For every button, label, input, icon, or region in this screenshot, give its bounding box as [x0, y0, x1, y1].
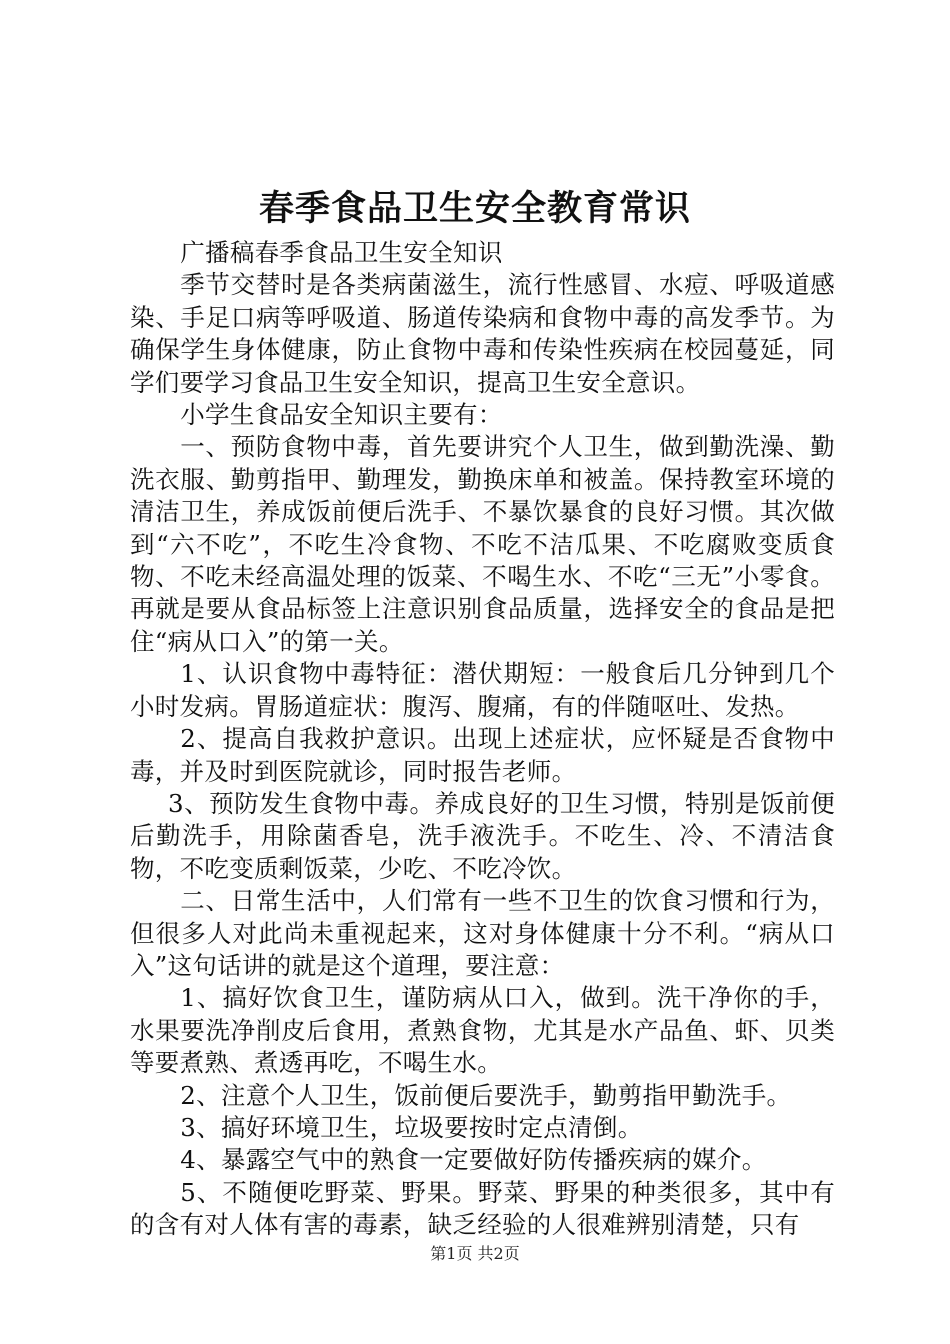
- paragraph-item-2: 2、提高自我救护意识。出现上述症状，应怀疑是否食物中毒，并及时到医院就诊，同时报告老师。: [130, 724, 835, 786]
- document-title: 春季食品卫生安全教育常识: [258, 188, 691, 229]
- paragraph-intro: 季节交替时是各类病菌滋生，流行性感冒、水痘、呼吸道感染、手足口病等呼吸道、肠道传染病和食物中毒的高发季节。为确保学生身体健康，防止食物中毒和传染性疾病在校园蔓延，同学们要学习食品卫生安全知识，提高卫生安全意识。: [130, 270, 835, 397]
- document-body: [130, 237, 835, 1242]
- paragraph-tip-1: 1、搞好饮食卫生，谨防病从口入，做到。洗干净你的手，水果要洗净削皮后食用，煮熟食物，尤其是水产品鱼、虾、贝类等要煮熟、煮透再吃，不喝生水。: [130, 983, 835, 1078]
- paragraph-section-one: 一、预防食物中毒，首先要讲究个人卫生，做到勤洗澡、勤洗衣服、勤剪指甲、勤理发，勤换床单和被盖。保持教室环境的清洁卫生，养成饭前便后洗手、不暴饮暴食的良好习惯。其次做到“六不吃”，不吃生冷食物、不吃不洁瓜果、不吃腐败变质食物、不吃未经高温处理的饭菜、不喝生水、不吃“三无”小零食。再就是要从食品标签上注意识别食品质量，选择安全的食品是把住“病从口入”的第一关。: [130, 432, 835, 656]
- paragraph-tip-3: 3、搞好环境卫生，垃圾要按时定点清倒。: [180, 1112, 643, 1142]
- paragraph-tip-4: 4、暴露空气中的熟食一定要做好防传播疾病的媒介。: [180, 1145, 767, 1175]
- paragraph-item-3: 3、预防发生食物中毒。养成良好的卫生习惯，特别是饭前便后勤洗手，用除菌香皂，洗手液洗手。不吃生、冷、不清洁食物，不吃变质剩饭菜，少吃、不吃冷饮。: [130, 788, 835, 883]
- paragraph-section-two: 二、日常生活中，人们常有一些不卫生的饮食习惯和行为，但很多人对此尚未重视起来，这对身体健康十分不利。“病从口入”这句话讲的就是这个道理，要注意：: [130, 886, 835, 980]
- page-number-footer: 第1页 共2页: [430, 1244, 520, 1263]
- paragraph-tip-2: 2、注意个人卫生，饭前便后要洗手，勤剪指甲勤洗手。: [180, 1080, 792, 1110]
- paragraph-subtitle: 广播稿春季食品卫生安全知识: [180, 238, 503, 267]
- paragraph-tip-5: 5、不随便吃野菜、野果。野菜、野果的种类很多，其中有的含有对人体有害的毒素，缺乏经验的人很难辨别清楚，只有: [130, 1177, 835, 1240]
- paragraph-knowledge-heading: 小学生食品安全知识主要有：: [180, 400, 503, 430]
- paragraph-item-1: 1、认识食物中毒特征：潜伏期短：一般食后几分钟到几个小时发病。胃肠道症状：腹泻、腹痛，有的伴随呕吐、发热。: [130, 659, 835, 721]
